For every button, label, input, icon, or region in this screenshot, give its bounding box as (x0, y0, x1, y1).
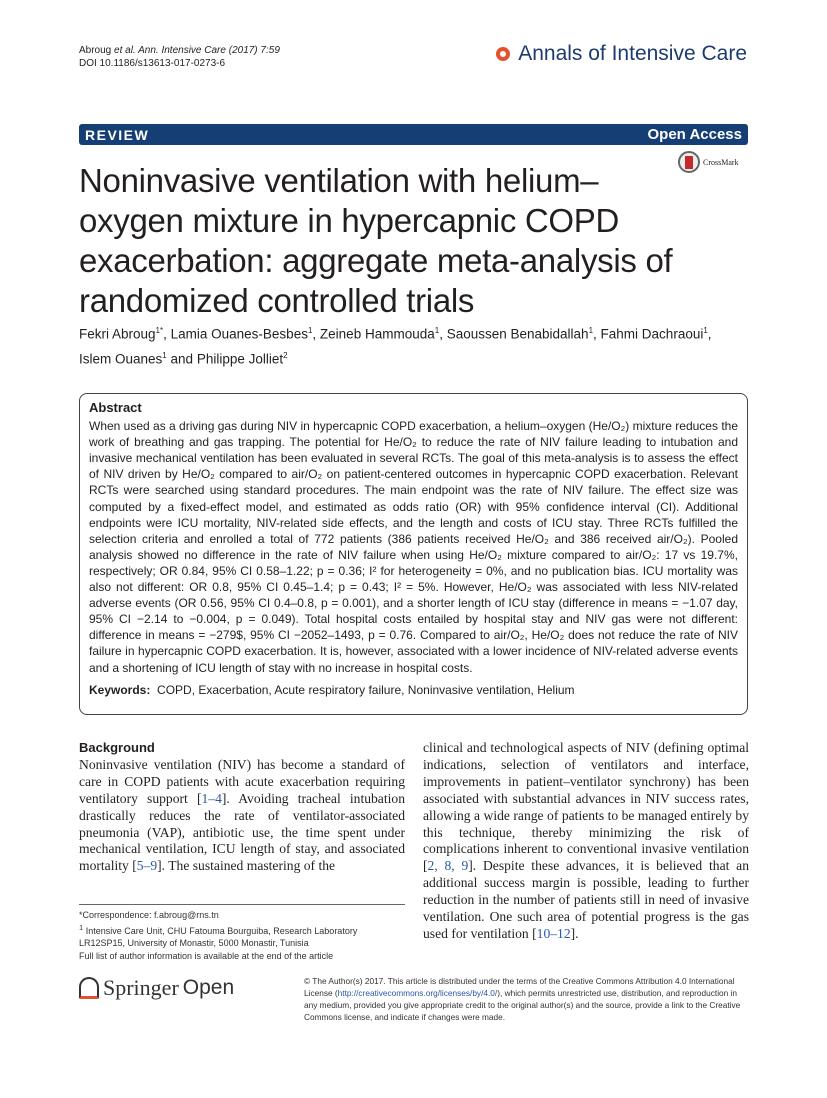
license-link[interactable]: http://creativecommons.org/licenses/by/4.0/ (337, 988, 498, 998)
publisher-name: Springer (103, 975, 179, 1000)
body-text: ]. (570, 925, 579, 941)
affiliation: Intensive Care Unit, CHU Fatouma Bourguiba, Research Laboratory LR12SP15, University of Monastir, 5000 Monastir, Tunisia (79, 925, 358, 948)
publisher-open: Open (182, 976, 235, 999)
body-column-left (79, 740, 405, 875)
correspondence: *Correspondence: f.abroug@rns.tn (79, 910, 219, 920)
open-access-label: Open Access (647, 126, 742, 143)
body-text: ]. Avoiding tracheal intubation drastically reduces the rate of ventilator-associated pneumonia (VAP), antibiotic use, the time spent under mechanical ventilation, ICU length of stay, and associated mortality [ (79, 790, 405, 874)
crossmark-icon (678, 151, 700, 173)
author-list: Fekri Abroug$^{1*}$, Lamia Ouanes-Besbes$^1$, Zeineb Hammouda$^1$, Saoussen Benabidallah$^1$, Fahmi Dachraoui$^1$, Islem Ouanes$^1$ and Philippe Jolliet$^2$ (79, 326, 712, 366)
author-info-note: Full list of author information is available at the end of the article (79, 950, 334, 961)
article-type-band (79, 124, 748, 145)
body-text: ]. Despite these advances, it is believed that an additional success margin is possible, leading to further reduction in the number of patients still in need of invasive ventilation. One such area of potential progress is the gas used for ventilation [ (423, 858, 749, 941)
journal-logo-icon (496, 47, 510, 61)
article-type: REVIEW (85, 126, 150, 143)
crossmark-button[interactable] (678, 151, 739, 173)
keywords-label: Keywords: (89, 682, 151, 697)
springer-open-logo (79, 975, 234, 1001)
author-conjunction: and (170, 351, 194, 366)
license-text: ), which permits unrestricted use, distribution, and reproduction in any medium, provided you give appropriate credit to the original author(s) and the source, provide a link to the Creative Commons license, and indicate if changes were made. (304, 988, 741, 1022)
citation-year: (2017) 7:59 (228, 45, 280, 56)
affiliation-marker: 1 (79, 922, 84, 932)
abstract-heading: Abstract (89, 400, 142, 415)
keywords-list: COPD, Exacerbation, Acute respiratory failure, Noninvasive ventilation, Helium (157, 682, 575, 697)
author-affiliation: 1 (162, 350, 167, 360)
footnote (79, 904, 405, 962)
author-affiliation: 2 (283, 350, 288, 360)
body-text: clinical and technological aspects of NIV (defining optimal indications, selection of ventilators and interface, improvements in patient–ventilator synchrony) has been associated with substantial advances in NIV success rates, allowing a wide range of patients to be managed entirely by this technique, thereby minimizing the risk of complications inherent to conventional invasive ventilation [ (423, 740, 749, 874)
abstract-text: When used as a driving gas during NIV in hypercapnic COPD exacerbation, a helium–oxygen (He/O₂) mixture reduces the work of breathing and gas trapping. The potential for He/O₂ to reduce the rate of NIV failure leading to intubation and invasive mechanical ventilation has been evaluated in several RCTs. The goal of this meta-analysis is to assess the effect of NIV driven by He/O₂ compared to air/O₂ on patient-centered outcomes in hypercapnic COPD exacerbation. Relevant RCTs were searched using standard procedures. The main endpoint was the rate of NIV failure. The effect size was computed by a fixed-effect model, and estimated as odds ratio (OR) with 95% confidence interval (CI). Additional endpoints were ICU mortality, NIV-related side effects, and the length and costs of ICU stay. Three RCTs fulfilled the selection criteria and enrolled a total of 772 patients (386 patients received He/O₂ and 386 received air/O₂). Pooled analysis showed no difference in the rate of NIV failure when using He/O₂ mixture compared to air/O₂: 17 vs 19.7%, respectively; OR 0.84, 95% CI 0.58–1.22; p = 0.36; I² for heterogeneity = 0%, and no publication bias. ICU mortality was also not different: OR 0.8, 95% CI 0.45–1.4; p = 0.43; I² = 5%. However, He/O₂ was associated with less NIV-related adverse events (OR 0.56, 95% CI 0.4–0.8, p = 0.001), and a shorter length of ICU stay (difference in means = −1.07 day, 95% CI −2.14 to −0.004, p = 0.049). Total hospital costs entailed by hospital stay and NIV gas were not different: difference in means = −279$, 95% CI −2052–1493, p = 0.76. Compared to air/O₂, He/O₂ does not reduce the rate of NIV failure in hypercapnic COPD exacerbation. It is, however, associated with a lower incidence of NIV-related adverse events and a shortening of ICU length of stay with no increase in hospital costs. (89, 419, 738, 675)
journal-name: Annals of Intensive Care (518, 42, 747, 65)
author-name: Islem Ouanes (79, 351, 163, 366)
keywords (89, 682, 738, 698)
author-affiliation: 1 (434, 326, 440, 335)
citation-link[interactable]: 10–12 (536, 925, 571, 941)
body-text: ]. The sustained mastering of the (157, 858, 336, 874)
abstract-box (79, 393, 748, 715)
author-name: Zeineb Hammouda (319, 326, 435, 342)
body-text: Noninvasive ventilation (NIV) has become a standard of care in COPD patients with acute exacerbation requiring ventilatory support [ (79, 756, 405, 806)
author-affiliation: 1 (703, 326, 708, 335)
doi[interactable]: DOI 10.1186/s13613-017-0273-6 (79, 58, 226, 69)
author-name: Saoussen Benabidallah (446, 326, 589, 342)
article-title: Noninvasive ventilation with helium–oxygen mixture in hypercapnic COPD exacerbation: aggregate meta-analysis of randomized controlled trials (79, 162, 673, 319)
author-name: Lamia Ouanes-Besbes (170, 326, 308, 342)
body-column-right (423, 740, 749, 943)
author-name: Fekri Abroug (79, 326, 156, 342)
author-name: Fahmi Dachraoui (600, 326, 704, 342)
crossmark-label: CrossMark (703, 157, 739, 167)
license-notice (304, 975, 749, 1023)
citation-header (79, 44, 280, 70)
citation-link[interactable]: 1–4 (201, 790, 222, 806)
license-text: © The Author(s) 2017. This article is distributed under the terms of the Creative Commons Attribution 4.0 International License ( (304, 976, 735, 998)
citation-link[interactable]: 5–9 (136, 858, 158, 874)
author-name: Philippe Jolliet (196, 351, 284, 366)
citation-authors: Abroug (79, 45, 112, 56)
citation-journal: et al. Ann. Intensive Care (114, 45, 226, 56)
author-affiliation: 1 (588, 326, 594, 335)
author-affiliation: 1 (307, 326, 313, 335)
author-affiliation: 1* (155, 326, 164, 335)
citation-link[interactable]: 2, 8, 9 (427, 858, 469, 874)
journal-logo (496, 42, 747, 66)
section-heading: Background (79, 740, 155, 755)
springer-horse-icon (79, 977, 99, 999)
